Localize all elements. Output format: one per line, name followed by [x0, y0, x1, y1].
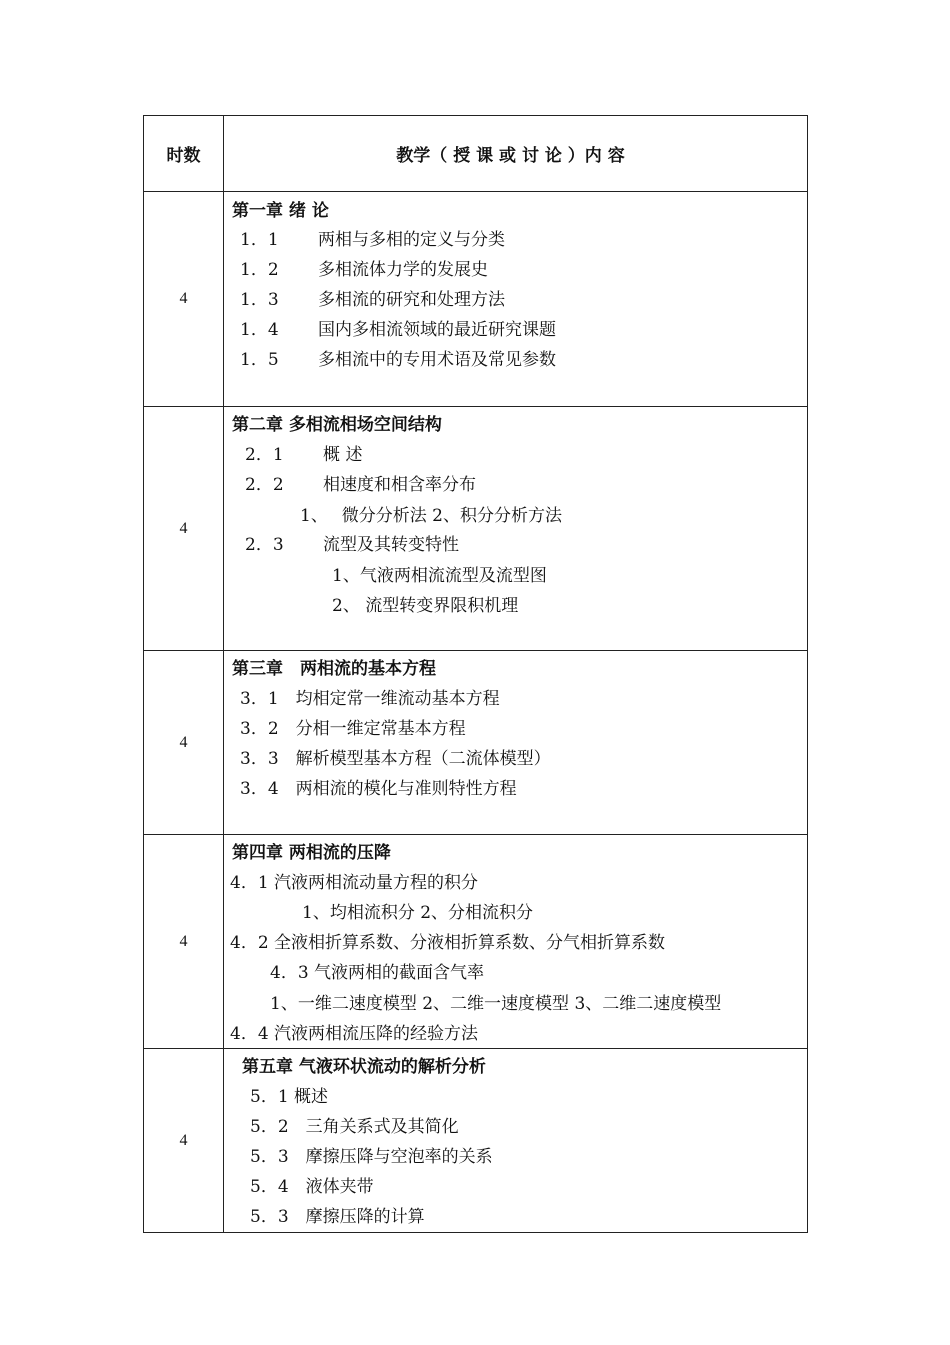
table-row — [144, 651, 808, 835]
section-line: 5．2 三角关系式及其简化 — [250, 1117, 459, 1137]
section-line: 3．4 两相流的模化与准则特性方程 — [240, 779, 517, 799]
section-line: 1．4 国内多相流领域的最近研究课题 — [240, 320, 557, 340]
section-line: 4．1 汽液两相流动量方程的积分 — [230, 873, 479, 893]
section-line: 3．3 解析模型基本方程（二流体模型） — [240, 749, 551, 769]
section-line: 3．1 均相定常一维流动基本方程 — [240, 689, 500, 709]
section-line: 2．3 流型及其转变特性 — [245, 535, 460, 555]
header-row — [144, 116, 808, 192]
section-line: 4．2 全液相折算系数、分液相折算系数、分气相折算系数 — [230, 933, 666, 953]
table-row — [144, 192, 808, 407]
table-row — [144, 1049, 808, 1233]
table-row — [144, 835, 808, 1049]
section-line: 4．4 汽液两相流压降的经验方法 — [230, 1024, 479, 1044]
content-cell — [224, 192, 808, 407]
hours-value: 4 — [144, 192, 224, 407]
section-line: 2．1 概 述 — [245, 445, 363, 465]
content-cell — [224, 651, 808, 835]
section-line: 4．3 气液两相的截面含气率 — [270, 963, 485, 983]
section-line: 1．3 多相流的研究和处理方法 — [240, 290, 506, 310]
chapter-title: 第三章 两相流的基本方程 — [232, 659, 436, 679]
section-line: 5．4 液体夹带 — [250, 1177, 374, 1197]
chapter-title: 第五章 气液环状流动的解析分析 — [242, 1057, 486, 1077]
section-line: 5．3 摩擦压降与空泡率的关系 — [250, 1147, 493, 1167]
chapter-title: 第四章 两相流的压降 — [232, 843, 391, 863]
section-line: 1、均相流积分 2、分相流积分 — [302, 903, 534, 923]
hours-value: 4 — [144, 1049, 224, 1233]
section-line: 1、气液两相流流型及流型图 — [332, 566, 547, 586]
header-hours: 时数 — [144, 116, 224, 192]
section-line: 5．3 摩擦压降的计算 — [250, 1207, 425, 1227]
content-cell — [224, 407, 808, 651]
section-line: 2．2 相速度和相含率分布 — [245, 475, 477, 495]
section-line: 1、一维二速度模型 2、二维一速度模型 3、二维二速度模型 — [270, 994, 722, 1014]
section-line: 1．2 多相流体力学的发展史 — [240, 260, 489, 280]
chapter-title: 第一章 绪 论 — [232, 201, 329, 221]
content-cell — [224, 835, 808, 1049]
section-line: 3．2 分相一维定常基本方程 — [240, 719, 466, 739]
content-cell — [224, 1049, 808, 1233]
section-line: 1．1 两相与多相的定义与分类 — [240, 230, 506, 250]
section-line: 5．1 概述 — [250, 1087, 329, 1107]
section-line: 1、 微分分析法 2、积分分析方法 — [300, 506, 562, 526]
hours-value: 4 — [144, 407, 224, 651]
syllabus-table — [143, 115, 808, 1233]
section-line: 2、 流型转变界限积机理 — [332, 596, 519, 616]
header-content: 教学（ 授 课 或 讨 论 ）内 容 — [224, 116, 808, 192]
chapter-title: 第二章 多相流相场空间结构 — [232, 415, 442, 435]
hours-value: 4 — [144, 835, 224, 1049]
section-line: 1．5 多相流中的专用术语及常见参数 — [240, 350, 557, 370]
hours-value: 4 — [144, 651, 224, 835]
table-row — [144, 407, 808, 651]
